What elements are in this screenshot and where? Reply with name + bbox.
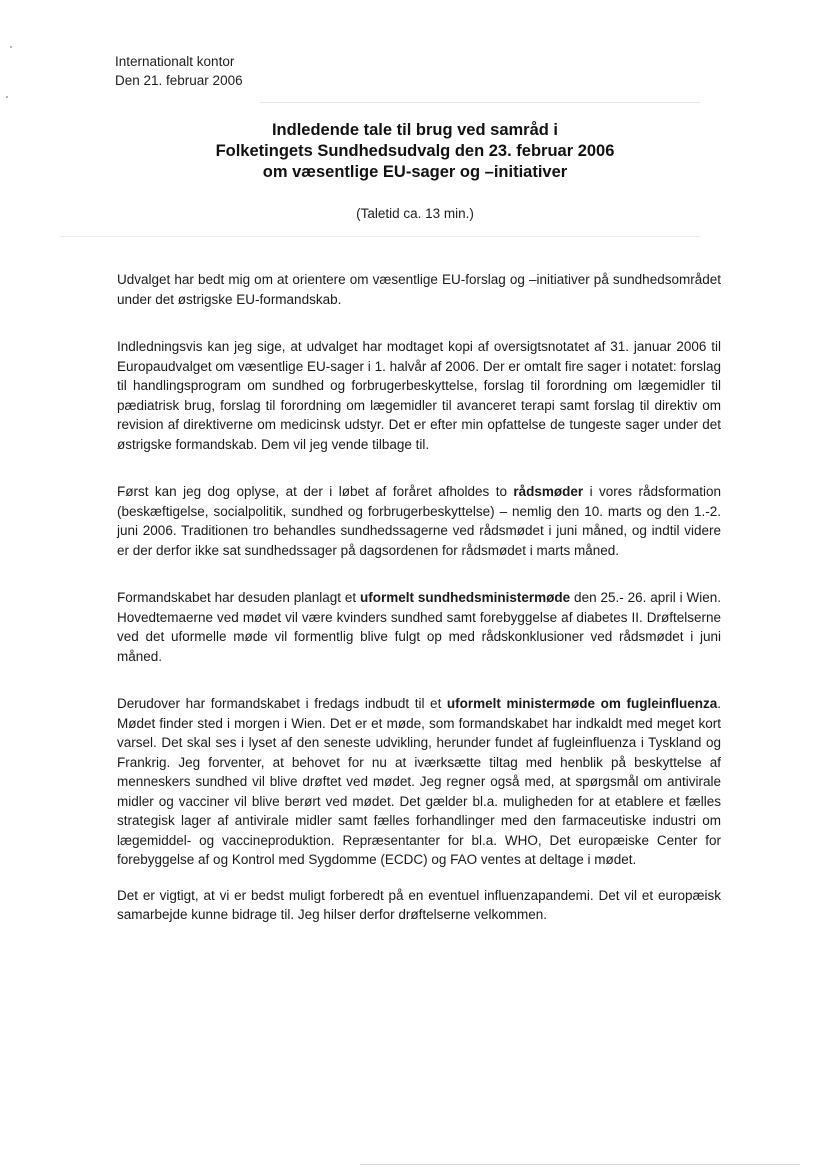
scan-artifact <box>6 96 8 98</box>
paragraph-text: i vores rådsformation (beskæftigelse, socialpolitik, sundhed og forbrugerbeskyttelse) – nemlig den 10. marts og den 1.-2. juni 2006. Traditionen tro behandles sundhedssagerne ved rådsmødet i juni måned, og indtil videre er der derfor ikke sat sundhedssager på dagsordenen for rådsmødet i marts måned. <box>117 484 721 558</box>
paragraph-text: Først kan jeg dog oplyse, at der i løbet af foråret afholdes to <box>117 484 514 499</box>
scan-artifact <box>260 102 700 103</box>
department-name: Internationalt kontor <box>115 54 235 69</box>
paragraph-overview: Indledningsvis kan jeg sige, at udvalget har modtaget kopi af oversigtsnotatet af 31. januar 2006 til Europaudvalget om væsentlige EU-sager i 1. halvår af 2006. Der er omtalt fire sager i notatet: forslag til handlingsprogram om sundhed og forbrugerbeskyttelse, forslag til forordning om lægemidler til pædiatrisk brug, forslag til forordning om lægemidler til avanceret terapi samt forslag til direktiv om revision af direktiverne om medicinsk udstyr. Det er efter min opfattelse de tungeste sager under det østrigske formandskab. Dem vil jeg vende tilbage til. <box>117 339 721 452</box>
scan-artifact <box>60 236 700 237</box>
title-line-1: Indledende tale til brug ved samråd i <box>271 121 559 139</box>
paragraph-informal-health-meeting <box>117 588 721 666</box>
scan-artifact <box>360 1164 800 1165</box>
title-line-3: om væsentlige EU-sager og –initiativer <box>262 163 568 181</box>
paragraph-text: den 25.- 26. april i Wien. Hovedtemaerne ved mødet vil være kvinders sundhed samt forebyggelse af diabetes II. Drøftelserne ved det uformelle møde vil formentlig blive fulgt op med rådskonklusioner ved rådsmødet i juni måned. <box>117 590 721 664</box>
paragraph-intro: Udvalget har bedt mig om at orientere om væsentlige EU-forslag og –initiativer på sundhedsområdet under det østrigske EU-formandskab. <box>117 272 721 307</box>
speech-duration: (Taletid ca. 13 min.) <box>356 206 474 221</box>
paragraph-council-meetings <box>117 482 721 560</box>
bold-term-bird-flu-meeting: uformelt ministermøde om fugleinfluenza <box>446 696 718 711</box>
document-title <box>180 120 650 183</box>
title-line-2: Folketingets Sundhedsudvalg den 23. februar 2006 <box>215 142 615 160</box>
bold-term-informal-health-meeting: uformelt sundhedsministermøde <box>360 590 571 605</box>
document-header <box>115 52 243 90</box>
paragraph-text: Formandskabet har desuden planlagt et <box>117 590 361 605</box>
paragraph-bird-flu-meeting <box>117 694 721 870</box>
paragraph-conclusion: Det er vigtigt, at vi er bedst muligt forberedt på en eventuel influenzapandemi. Det vil et europæisk samarbejde kunne bidrage til. Jeg hilser derfor drøftelserne velkommen. <box>117 887 721 922</box>
paragraph-text: . Mødet finder sted i morgen i Wien. Det er et møde, som formandskabet har indkaldt med meget kort varsel. Det skal ses i lyset af den seneste udvikling, herunder fundet af fugleinfluenza i Tyskland og Frankrig. Jeg forventer, at behovet for nu at iværksætte tiltag med henblik på beskyttelse af menneskers sundhed vil blive drøftet ved mødet. Jeg regner også med, at spørgsmål om antivirale midler og vacciner vil blive berørt ved mødet. Det gælder bl.a. muligheden for at etablere et fælles strategisk lager af antivirale midler samt fælles forhandlinger med den farmaceutiske industri om lægemiddel- og vaccineproduktion. Repræsentanter for bl.a. WHO, Det europæiske Center for forebyggelse af og Kontrol med Sygdomme (ECDC) og FAO ventes at deltage i mødet. <box>117 696 721 867</box>
scan-artifact <box>10 46 12 48</box>
paragraph-text: Derudover har formandskabet i fredags indbudt til et <box>117 696 447 711</box>
document-body <box>117 270 721 925</box>
bold-term-council-meetings: rådsmøder <box>513 484 584 499</box>
document-date: Den 21. februar 2006 <box>115 73 243 88</box>
